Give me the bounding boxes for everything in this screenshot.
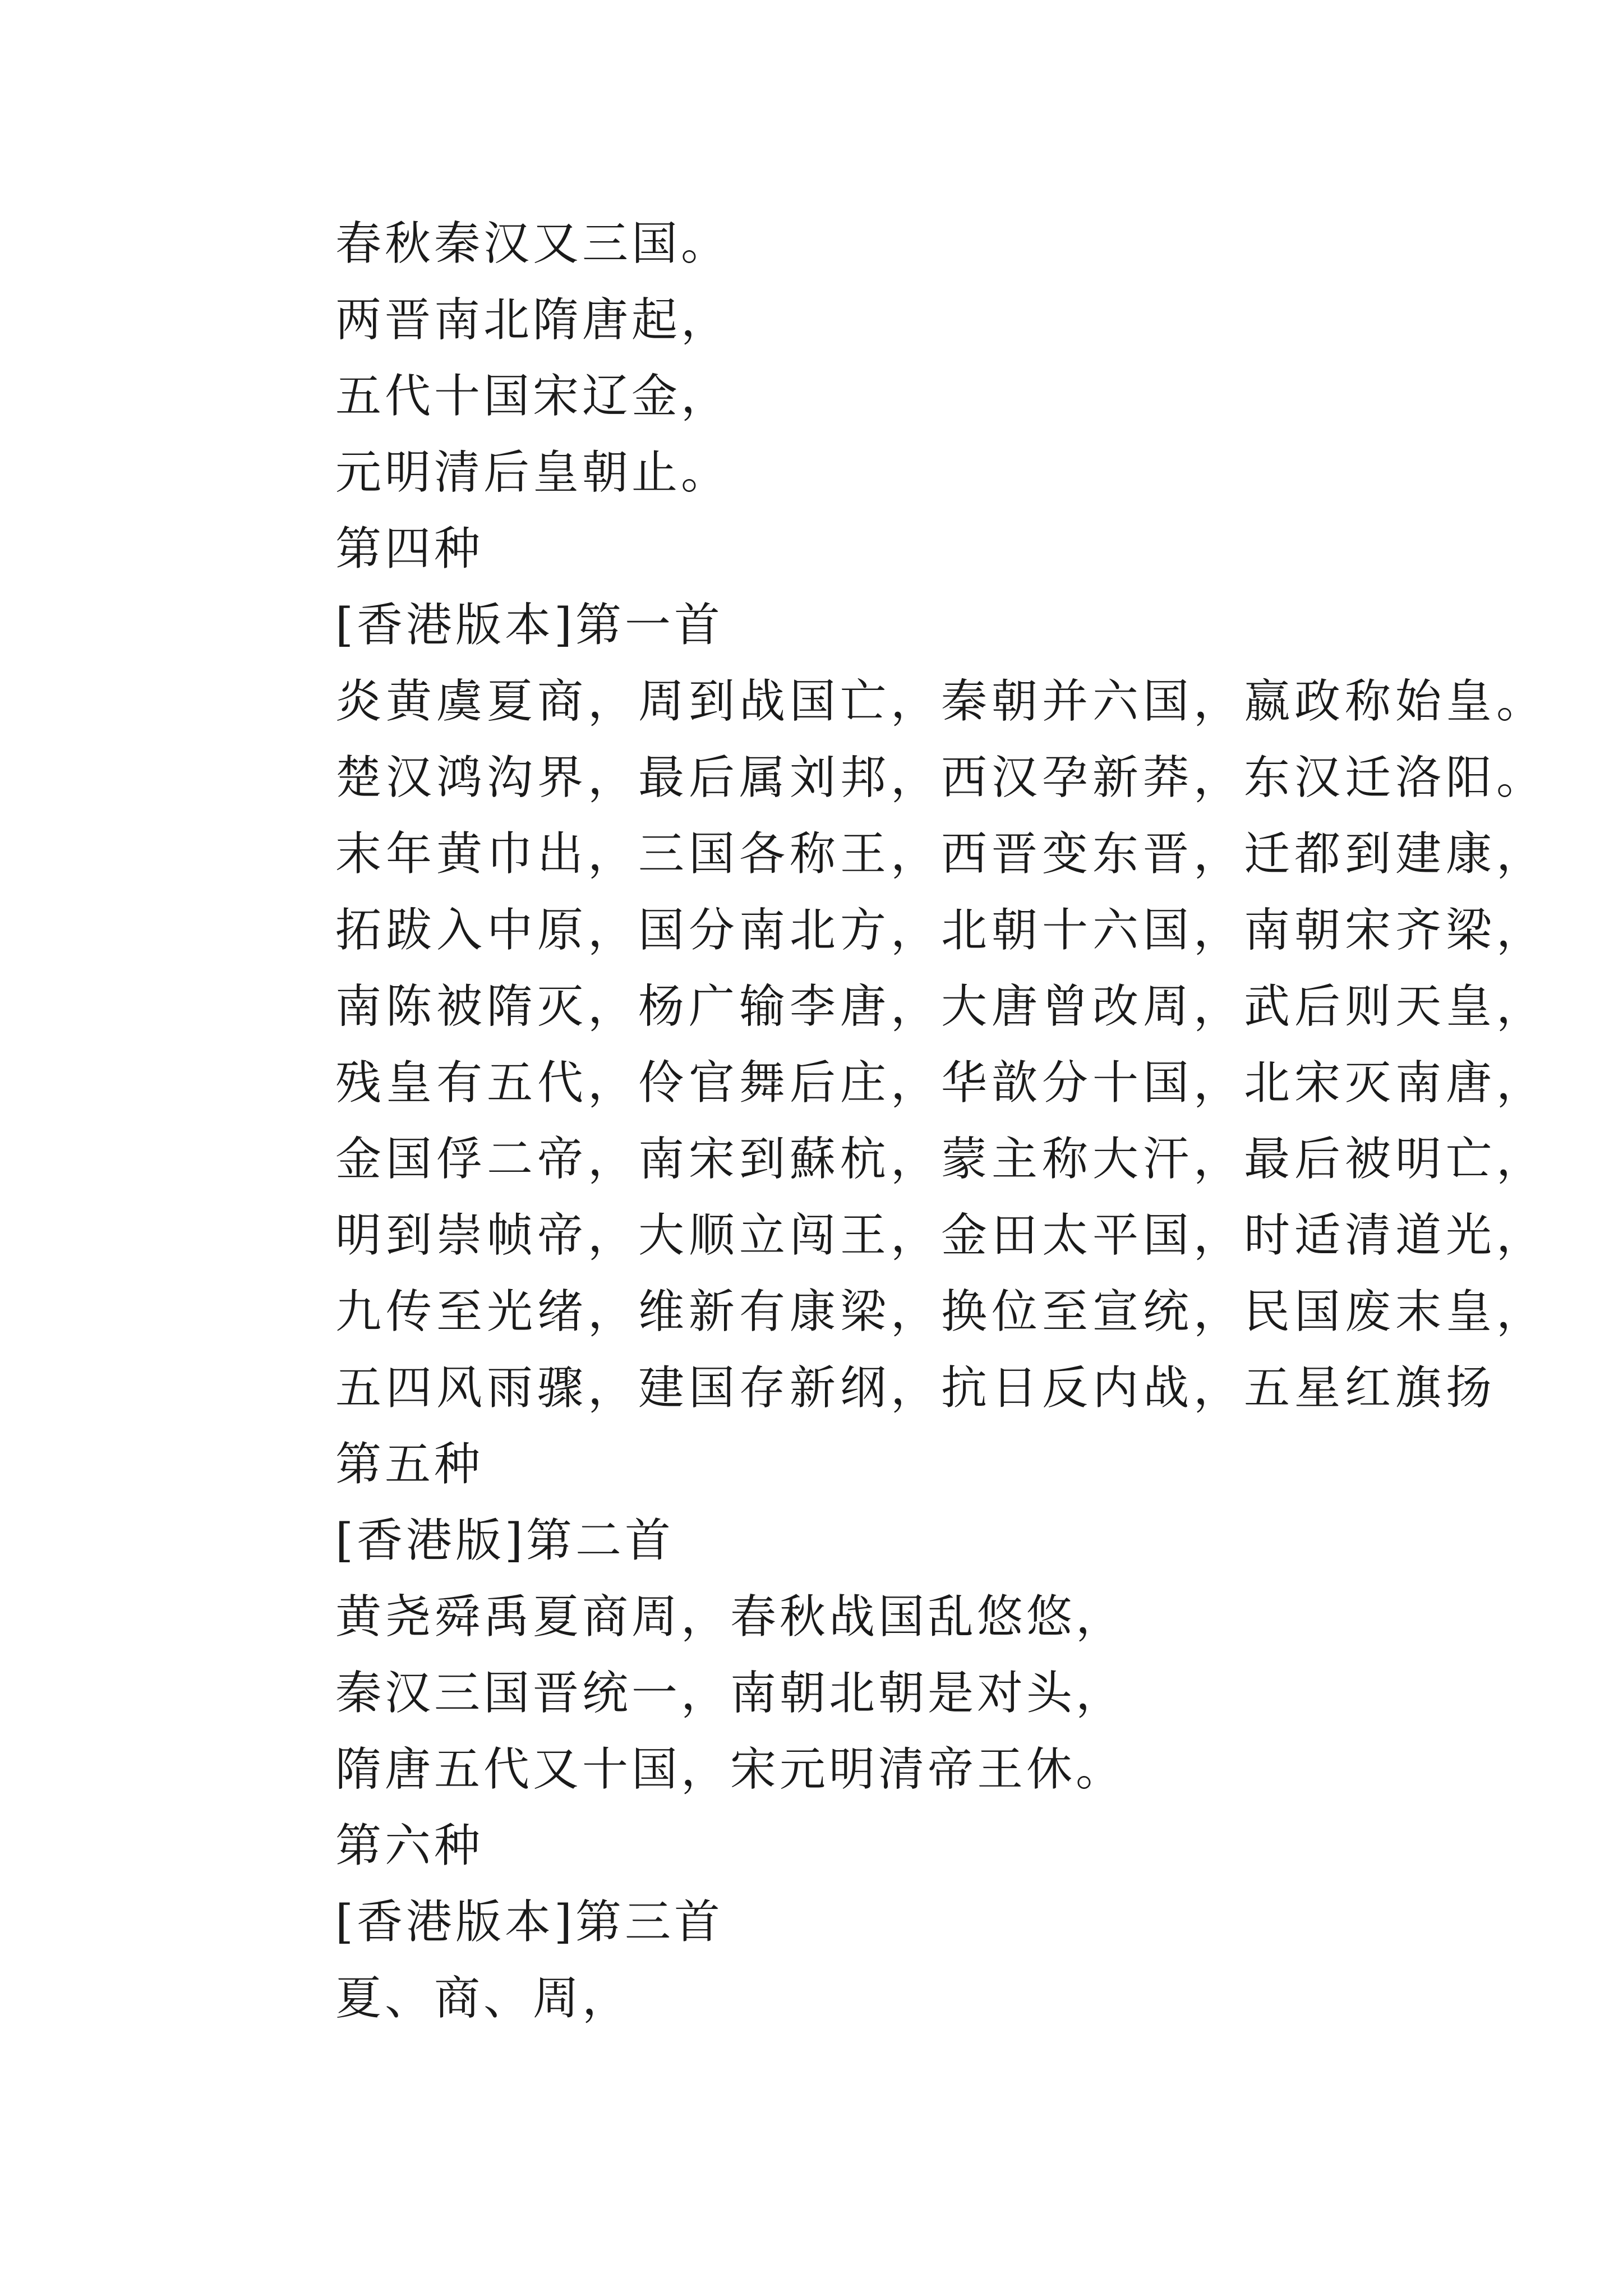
poem-title: [香港版本]第一首 (335, 599, 723, 652)
verse-line: 两晋南北隋唐起， (335, 293, 731, 347)
verse-line: 夏、商、周， (335, 1972, 632, 2025)
verse-line: 金国俘二帝，南宋到蘇杭，蒙主称大汗，最后被明亡， (335, 1133, 1547, 1186)
verse-line: 五代十国宋辽金， (335, 370, 731, 423)
verse-line: 南陈被隋灭，杨广输李唐，大唐曾改周，武后则天皇， (335, 980, 1547, 1033)
poem-title: [香港版]第二首 (335, 1514, 674, 1567)
verse-line: 春秋秦汉又三国。 (335, 217, 731, 270)
section-heading: 第四种 (335, 522, 484, 576)
verse-line: 五四风雨骤，建国存新纲，抗日反内战，五星红旗扬 (335, 1361, 1497, 1415)
verse-line: 末年黄巾出，三国各称王，西晋变东晋，迁都到建康， (335, 827, 1547, 881)
verse-line: 元明清后皇朝止。 (335, 446, 731, 499)
poem-title: [香港版本]第三首 (335, 1895, 723, 1949)
verse-line: 楚汉鸿沟界，最后属刘邦，西汉孕新莽，东汉迁洛阳。 (335, 751, 1547, 804)
verse-line: 残皇有五代，伶官舞后庄，华歆分十国，北宋灭南唐， (335, 1056, 1547, 1110)
verse-line: 隋唐五代又十国，宋元明清帝王休。 (335, 1743, 1126, 1796)
verse-line: 明到崇帧帝，大顺立闯王，金田太平国，时适清道光， (335, 1209, 1547, 1262)
verse-line: 炎黄虞夏商，周到战国亡，秦朝并六国，嬴政称始皇。 (335, 675, 1547, 728)
verse-line: 九传至光绪，维新有康梁，换位至宣统，民国废末皇， (335, 1285, 1547, 1338)
verse-line: 拓跋入中原，国分南北方，北朝十六国，南朝宋齐梁， (335, 904, 1547, 957)
section-heading: 第五种 (335, 1438, 484, 1491)
verse-line: 黄尧舜禹夏商周，春秋战国乱悠悠， (335, 1590, 1126, 1644)
section-heading: 第六种 (335, 1819, 484, 1872)
verse-line: 秦汉三国晋统一，南朝北朝是对头， (335, 1667, 1126, 1720)
document-body (335, 216, 1547, 2047)
